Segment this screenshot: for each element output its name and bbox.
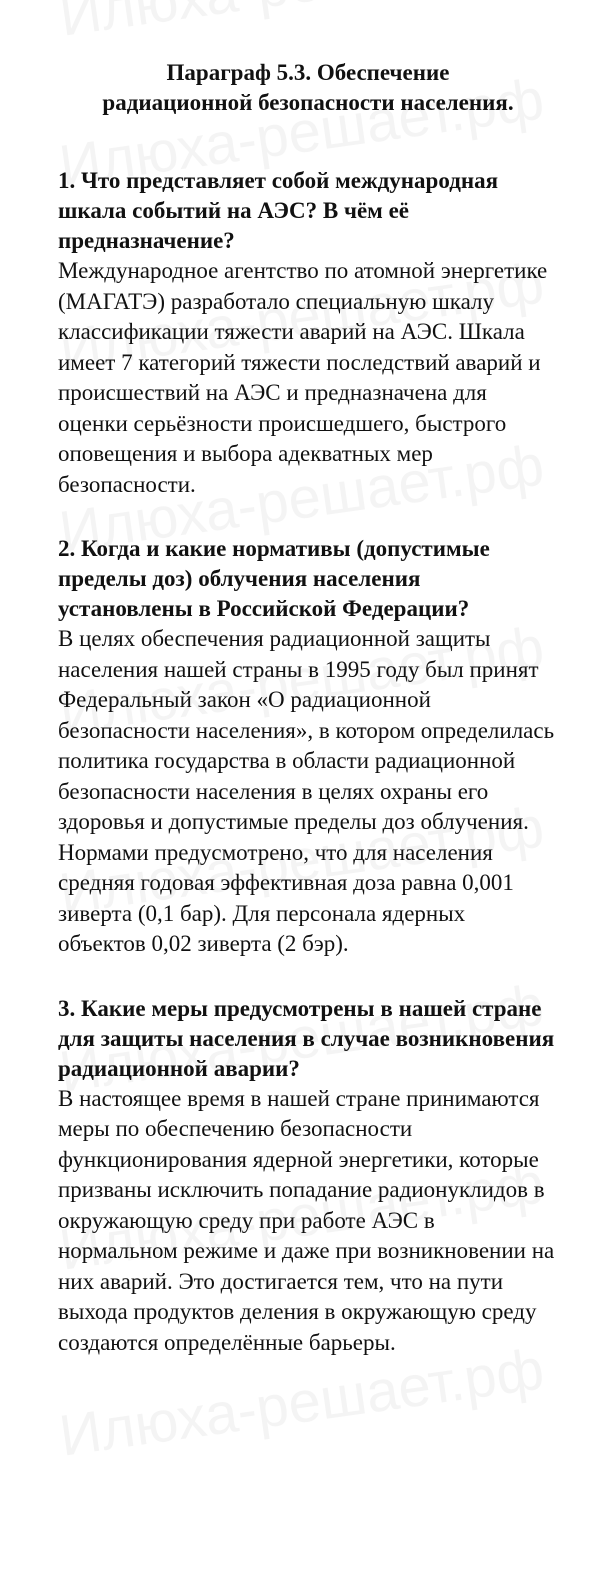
- answer-paragraph: В настоящее время в нашей стране принимаются меры по обеспечению безопасности функционирования ядерной энергетики, которые призваны исключить попадание радионуклидов в окружающую среду при работе АЭС в нормальном режиме и даже при возникновении на них аварий. Это достигается тем, что на пути выхода продуктов деления в окружающую среду создаются определённые барьеры.: [58, 1085, 555, 1355]
- question-heading: 3. Какие меры предусмотрены в нашей стране для защиты населения в случае возникновения радиационной аварии?: [58, 995, 555, 1081]
- question-heading: 2. Когда и какие нормативы (допустимые пределы доз) облучения населения установлены в Российской Федерации?: [58, 536, 490, 621]
- question-section-1: [58, 166, 558, 500]
- answer-paragraph: Международное агентство по атомной энергетике (МАГАТЭ) разработало специальную шкалу классификации тяжести аварий на АЭС. Шкала имеет 7 категорий тяжести последствий аварий и происшествий на АЭС и предназначена для оценки серьёзности происшедшего, быстрого оповещения и выбора адекватных мер безопасности.: [58, 258, 548, 497]
- answer-paragraph: Нормами предусмотрено, что для населения средняя годовая эффективная доза равна 0,001 зиверта (0,1 бар). Для персонала ядерных объектов 0,02 зиверта (2 бэр).: [58, 839, 514, 956]
- answer-paragraph: В целях обеспечения радиационной защиты населения нашей страны в 1995 году был принят Федеральный закон «О радиационной безопасности населения», в котором определилась политика государства в области радиационной безопасности населения в целях охраны его здоровья и допустимые пределы доз облучения.: [58, 626, 555, 834]
- page-title-line: Параграф 5.3. Обеспечение: [166, 60, 450, 85]
- question-section-3: [58, 994, 558, 1359]
- question-section-2: [58, 534, 558, 960]
- question-heading: 1. Что представляет собой международная шкала событий на АЭС? В чём её предназначение?: [58, 168, 499, 253]
- page-title-line: радиационной безопасности населения.: [102, 90, 514, 115]
- page-title: [58, 58, 558, 118]
